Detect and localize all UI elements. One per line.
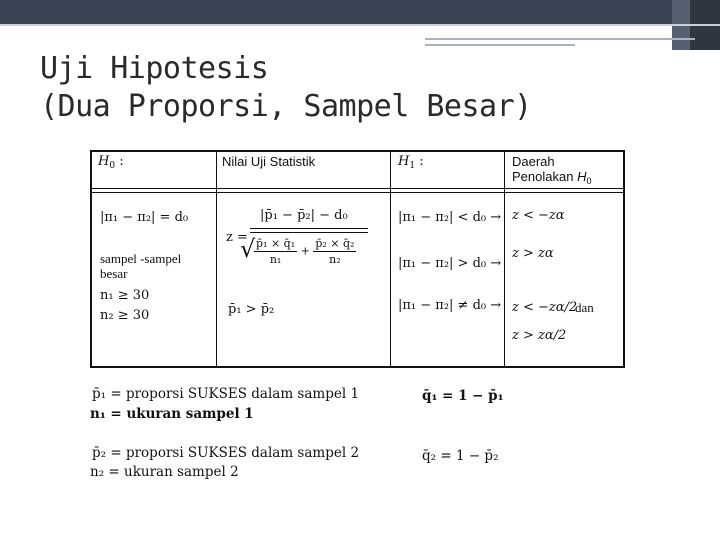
region-right-tailed: z > zα (512, 246, 554, 261)
h0-formula: |π₁ − π₂| = d₀ (100, 210, 189, 225)
z-denominator: $\frac{\text{p̄₁ × q̄₁}}{\text{n₁}}$ + $\frac{\text{p̄₂ × q̄₂}}{\text{n₂}}$ (256, 237, 355, 266)
decorative-rule-2 (425, 44, 575, 46)
decorative-rule-1 (425, 38, 695, 40)
h1-left-tailed: |π₁ − π₂| < d₀ → (398, 210, 502, 225)
header-h1: $H_1$ : (398, 154, 424, 171)
column-divider-3 (504, 152, 505, 366)
header-rule (0, 24, 720, 26)
sample-order: p̄₁ > p̄₂ (228, 302, 275, 317)
z-numerator: |p̄₁ − p̄₂| − d₀ (260, 208, 348, 223)
definition-p2: p̄₂ = proporsi SUKSES dalam sampel 2 (92, 445, 360, 461)
definition-q2: q̄₂ = 1 − p̄₂ (422, 448, 499, 464)
definition-n2: n₂ = ukuran sampel 2 (90, 464, 239, 480)
hypothesis-table (90, 150, 625, 368)
header-bar (0, 0, 720, 24)
h0-condition-line-1: sampel -sampel (100, 251, 182, 266)
h1-right-tailed: |π₁ − π₂| > d₀ → (398, 256, 502, 271)
title-line-2: (Dua Proporsi, Sampel Besar) (40, 89, 532, 124)
region-two-tailed-upper: z > zα/2 (512, 328, 567, 343)
region-left-tailed: z < −zα (512, 208, 565, 223)
column-divider-2 (390, 152, 391, 366)
h0-n1-condition: n₁ ≥ 30 (100, 288, 150, 303)
h0-n2-condition: n₂ ≥ 30 (100, 308, 150, 323)
z-fraction-bar (250, 228, 368, 229)
header-test-statistic: Nilai Uji Statistik (222, 154, 316, 169)
header-divider-double (92, 192, 623, 193)
header-rejection-region: Daerah Penolakan $H_0$ (512, 154, 592, 186)
h0-condition-line-2: besar (100, 266, 128, 281)
z-prefix: z = (226, 230, 248, 245)
definition-p1: p̄₁ = proporsi SUKSES dalam sampel 1 (92, 386, 360, 402)
sqrt-overline (250, 232, 368, 233)
region-two-tailed-lower: z < −zα/2 (512, 300, 578, 315)
column-divider-1 (216, 152, 217, 366)
definition-q1: q̄₁ = 1 − p̄₁ (422, 388, 504, 404)
region-conjunction: dan (575, 300, 594, 315)
sqrt-sign: √ (240, 235, 256, 263)
title-line-1: Uji Hipotesis (40, 51, 269, 86)
definition-n1: n₁ = ukuran sampel 1 (90, 406, 254, 422)
h1-two-tailed: |π₁ − π₂| ≠ d₀ → (398, 298, 502, 313)
slide-title (40, 50, 532, 126)
header-h0: $H_0$ : (98, 154, 124, 171)
